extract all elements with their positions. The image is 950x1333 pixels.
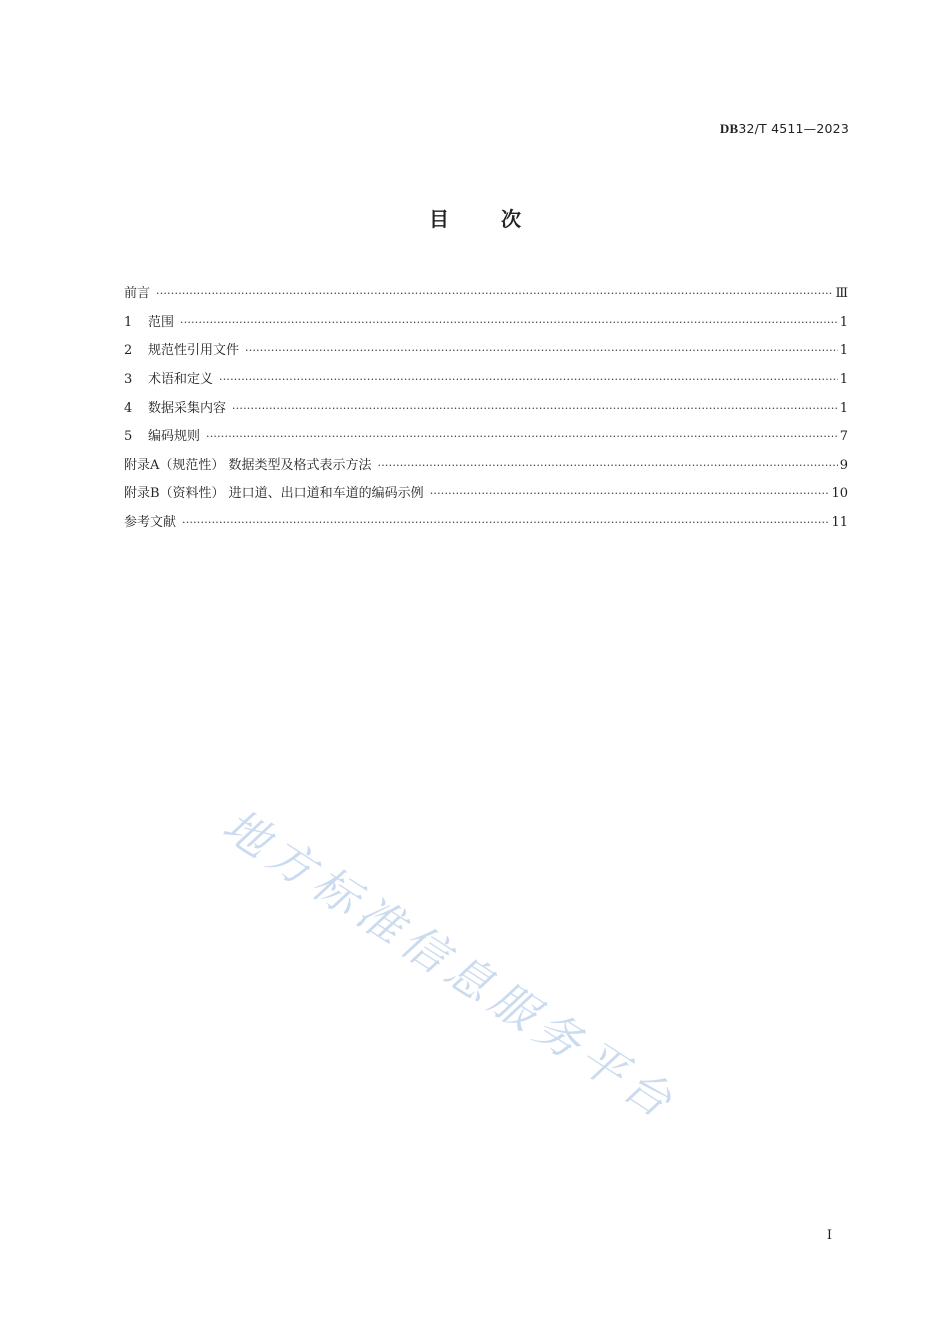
toc-leader-dots: [156, 284, 833, 304]
toc-entry-label: 规范性引用文件: [148, 343, 240, 359]
toc-entry-annex-a[interactable]: [124, 452, 848, 481]
toc-entry-page: 7: [839, 429, 848, 445]
toc-entry-label: 范围: [148, 314, 175, 330]
toc-entry-number: 4: [124, 400, 133, 416]
toc-entry-label: 前言: [124, 286, 151, 302]
toc-entry-page: 1: [839, 314, 848, 330]
document-code: [720, 121, 849, 137]
toc-leader-dots: [206, 427, 838, 447]
toc-leader-dots: [378, 456, 838, 476]
toc-entry-page: 11: [831, 515, 848, 531]
toc-entry-number: 1: [124, 314, 133, 330]
toc-entry-number: 3: [124, 372, 133, 388]
document-code-prefix: DB: [719, 121, 739, 136]
toc-entry-label: 附录B（资料性） 进口道、出口道和车道的编码示例: [124, 486, 424, 502]
toc-entry-terms-definitions[interactable]: [124, 366, 848, 395]
toc-entry-label: 数据采集内容: [148, 400, 227, 416]
toc-entry-label: 参考文献: [124, 515, 177, 531]
document-code-number: 32/T 4511—2023: [738, 121, 849, 136]
toc-entry-number: 2: [124, 343, 133, 359]
toc-entry-label: 附录A（规范性） 数据类型及格式表示方法: [124, 457, 372, 473]
toc-entry-page: Ⅲ: [835, 286, 848, 302]
toc-entry-page: 1: [839, 400, 848, 416]
toc-leader-dots: [232, 399, 838, 419]
toc-entry-page: 10: [831, 486, 848, 502]
page-number: I: [826, 1228, 832, 1243]
toc-entry-label: 术语和定义: [148, 372, 214, 388]
toc-entry-page: 9: [839, 457, 848, 473]
toc-entry-normative-references[interactable]: [124, 337, 848, 366]
toc-entry-label: 编码规则: [148, 429, 201, 445]
toc-entry-annex-b[interactable]: [124, 480, 848, 509]
toc-entry-bibliography[interactable]: [124, 509, 848, 538]
toc-entry-data-collection[interactable]: [124, 394, 848, 423]
table-of-contents: [124, 280, 848, 537]
toc-entry-scope[interactable]: [124, 309, 848, 338]
toc-leader-dots: [245, 341, 838, 361]
toc-leader-dots: [219, 370, 838, 390]
watermark: 地方标准信息服务平台: [213, 798, 688, 1132]
toc-entry-number: 5: [124, 429, 133, 445]
toc-leader-dots: [430, 484, 830, 504]
page-title: 目次: [429, 207, 573, 231]
toc-leader-dots: [182, 513, 829, 533]
toc-entry-page: 1: [839, 372, 848, 388]
toc-entry-foreword[interactable]: [124, 280, 848, 309]
toc-entry-coding-rules[interactable]: [124, 423, 848, 452]
toc-leader-dots: [180, 313, 838, 333]
toc-entry-page: 1: [839, 343, 848, 359]
